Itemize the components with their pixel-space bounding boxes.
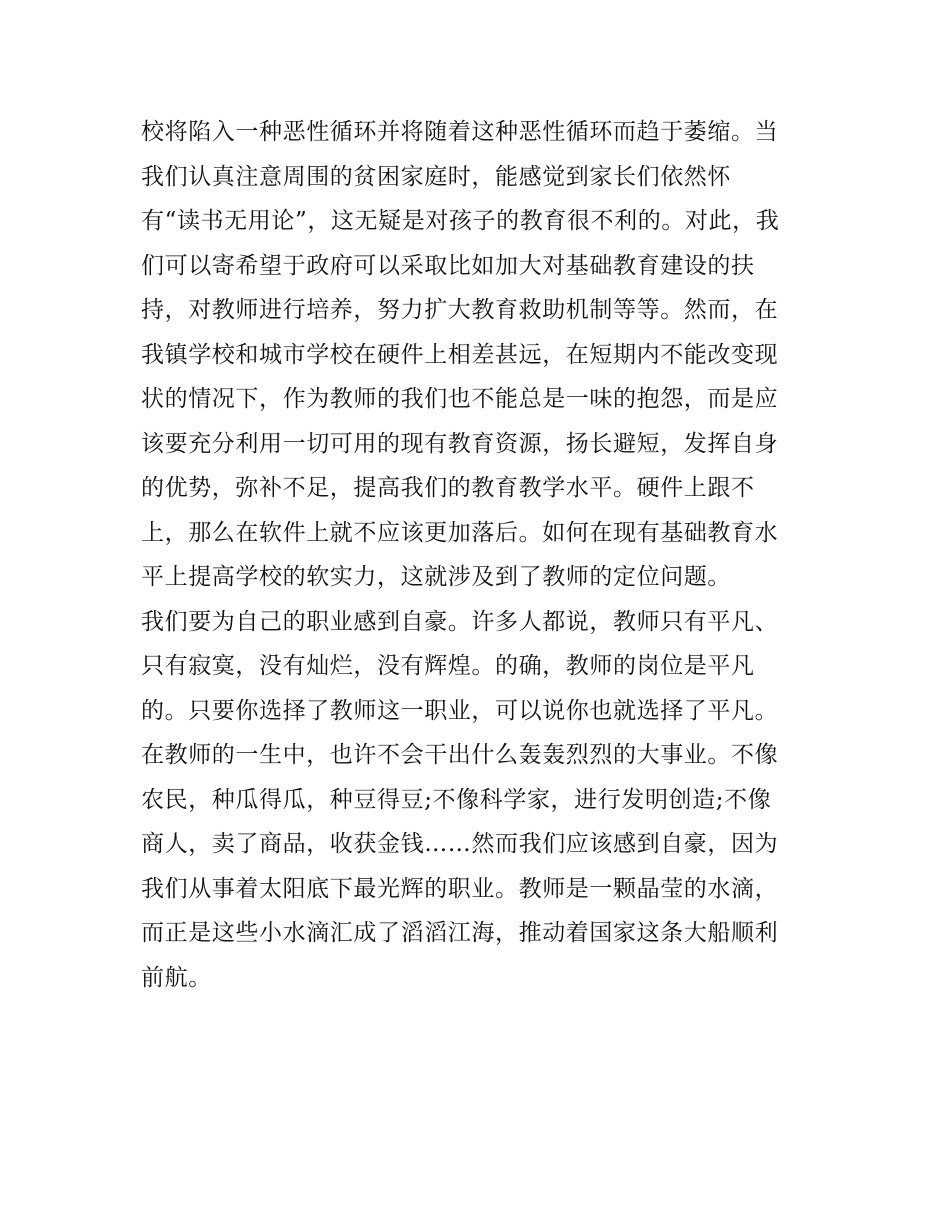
text-line: 们可以寄希望于政府可以采取比如加大对基础教育建设的扶 <box>141 252 755 279</box>
text-line: 上，那么在软件上就不应该更加落后。如何在现有基础教育水 <box>141 519 779 546</box>
text-line: 状的情况下，作为教师的我们也不能总是一味的抱怨，而是应 <box>141 386 779 412</box>
text-line: 我镇学校和城市学校在硬件上相差甚远，在短期内不能改变现 <box>141 341 779 368</box>
text-line: 的。只要你选择了教师这一职业，可以说你也就选择了平凡。 <box>141 697 779 724</box>
text-line: 平上提高学校的软实力，这就涉及到了教师的定位问题。 <box>141 564 731 590</box>
text-line: 校将陷入一种恶性循环并将随着这种恶性循环而趋于萎缩。当 <box>141 119 779 145</box>
body-text <box>141 110 816 1000</box>
text-line: 在教师的一生中，也许不会干出什么轰轰烈烈的大事业。不像 <box>141 742 779 768</box>
text-line: 我们从事着太阳底下最光辉的职业。教师是一颗晶莹的水滴， <box>141 875 779 902</box>
text-line: 前航。 <box>141 964 212 991</box>
text-line: 而正是这些小水滴汇成了滔滔江海，推动着国家这条大船顺利 <box>141 920 779 946</box>
text-line: 持，对教师进行培养，努力扩大教育救助机制等等。然而，在 <box>141 297 779 323</box>
text-line: 只有寂寞，没有灿烂，没有辉煌。的确，教师的岗位是平凡 <box>141 653 755 679</box>
text-line: 农民，种瓜得瓜，种豆得豆;不像科学家，进行发明创造;不像 <box>141 786 772 813</box>
text-line: 该要充分利用一切可用的现有教育资源，扬长避短，发挥自身 <box>141 430 779 457</box>
text-line: 我们认真注意周围的贫困家庭时，能感觉到家长们依然怀 <box>141 163 731 190</box>
text-line: 我们要为自己的职业感到自豪。许多人都说，教师只有平凡、 <box>141 608 779 635</box>
text-line: 有“读书无用论”，这无疑是对孩子的教育很不利的。对此，我 <box>141 208 780 234</box>
text-line: 商人，卖了商品，收获金钱……然而我们应该感到自豪，因为 <box>141 831 779 857</box>
text-line: 的优势，弥补不足，提高我们的教育教学水平。硬件上跟不 <box>141 475 755 501</box>
